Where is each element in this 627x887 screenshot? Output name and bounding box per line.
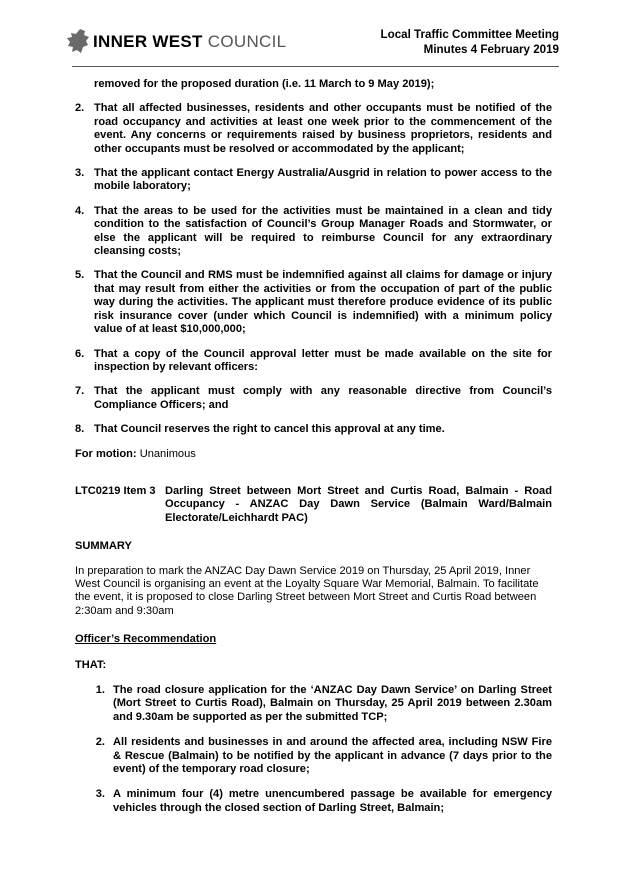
agenda-item-heading — [75, 485, 552, 525]
council-logo — [66, 28, 286, 54]
conditions-list — [75, 102, 552, 436]
list-item-number: 5. — [75, 269, 85, 282]
motion-label: For motion: — [75, 447, 137, 460]
list-item-text: That the areas to be used for the activities must be maintained in a clean and tidy condition to the satisfaction of Council’s Group Manager Roads and Stormwater, or else the applicant will be required to reimburse Council for any extraordinary cleansing costs; — [94, 204, 552, 258]
list-item — [75, 205, 552, 259]
recommendation-list — [75, 684, 552, 815]
list-item — [75, 102, 552, 156]
list-item-text: That Council reserves the right to cancel this approval at any time. — [94, 423, 445, 436]
logo-text-light: COUNCIL — [207, 31, 287, 51]
logo-text-bold: INNER WEST — [93, 31, 203, 51]
list-item — [75, 788, 552, 815]
list-item-number: 8. — [75, 423, 85, 436]
recommendation-heading: Officer’s Recommendation — [75, 633, 217, 646]
page-header — [0, 0, 627, 70]
list-item-text: The road closure application for the ‘ANZAC Day Dawn Service’ on Darling Street (Mort Street to Curtis Road), Balmain on Thursday, 25 April 2019 between 2.30am and 9.30am be supported as per the submitted TCP; — [113, 684, 552, 723]
meeting-title: Local Traffic Committee Meeting — [380, 28, 559, 41]
list-item-text: That all affected businesses, residents and other occupants must be notified of the road occupancy and activities at least one week prior to the commencement of the event. Any concerns or requirements raised by business proprietors, residents and other occupants must be resolved or accommodated by the applicant; — [94, 102, 552, 155]
list-item — [75, 385, 552, 412]
list-item-number: 2. — [75, 102, 85, 115]
list-item — [75, 269, 552, 336]
list-item — [75, 684, 552, 724]
list-item-text: That a copy of the Council approval letter must be made available on the site for inspection by relevant officers: — [94, 347, 552, 373]
council-map-icon — [66, 28, 90, 54]
recommendation-that: THAT: — [75, 658, 107, 671]
motion-result — [75, 448, 552, 461]
list-item — [75, 348, 552, 375]
list-item-text: That the applicant must comply with any reasonable directive from Council’s Compliance Officers; and — [94, 385, 552, 411]
list-item-number: 2. — [95, 736, 105, 749]
agenda-item-code: LTC0219 Item 3 — [75, 484, 156, 497]
motion-value: Unanimous — [136, 447, 196, 460]
list-item-number: 1. — [95, 684, 105, 696]
header-divider — [72, 66, 559, 67]
list-item-text: All residents and businesses in and around the affected area, including NSW Fire & Rescue (Balmain) to be notified by the applicant in advance (7 days prior to the event) of the temporary road closure; — [113, 736, 552, 776]
summary-text: In preparation to mark the ANZAC Day Dawn Service 2019 on Thursday, 25 April 2019, Inner West Council is organising an event at the Loyalty Square War Memorial, Balmain. To facilitate the event, it is proposed to close Darling Street between Mort Street and Curtis Road between 2:30am and 9:30am — [75, 564, 539, 617]
document-body — [75, 78, 552, 827]
meeting-info — [381, 28, 559, 57]
summary-heading: SUMMARY — [75, 540, 132, 553]
list-item-text: That the Council and RMS must be indemnified against all claims for damage or injury that may result from either the activities or from the occupation of part of the public way during the activities. The applicant must therefore produce evidence of its public risk insurance cover (under which Council is indemnified) with a minimum policy value of at least $10,000,000; — [94, 269, 552, 336]
agenda-item-title: Darling Street between Mort Street and Curtis Road, Balmain - Road Occupancy - ANZAC Day Dawn Service (Balmain Ward/Balmain Electorate/Leichhardt PAC) — [165, 484, 552, 524]
list-item-number: 4. — [75, 204, 85, 217]
list-item — [75, 736, 552, 776]
list-item-number: 3. — [75, 167, 85, 180]
list-item-number: 6. — [75, 347, 85, 360]
list-item-text: That the applicant contact Energy Australia/Ausgrid in relation to power access to the mobile laboratory; — [94, 167, 552, 193]
list-item-number: 3. — [95, 788, 105, 801]
meeting-date: Minutes 4 February 2019 — [423, 42, 559, 56]
condition-continuation: removed for the proposed duration (i.e. 11 March to 9 May 2019); — [94, 78, 435, 90]
list-item — [75, 423, 552, 436]
list-item-number: 7. — [75, 385, 85, 398]
list-item — [75, 167, 552, 194]
list-item-text: A minimum four (4) metre unencumbered passage be available for emergency vehicles through the closed section of Darling Street, Balmain; — [113, 788, 552, 814]
